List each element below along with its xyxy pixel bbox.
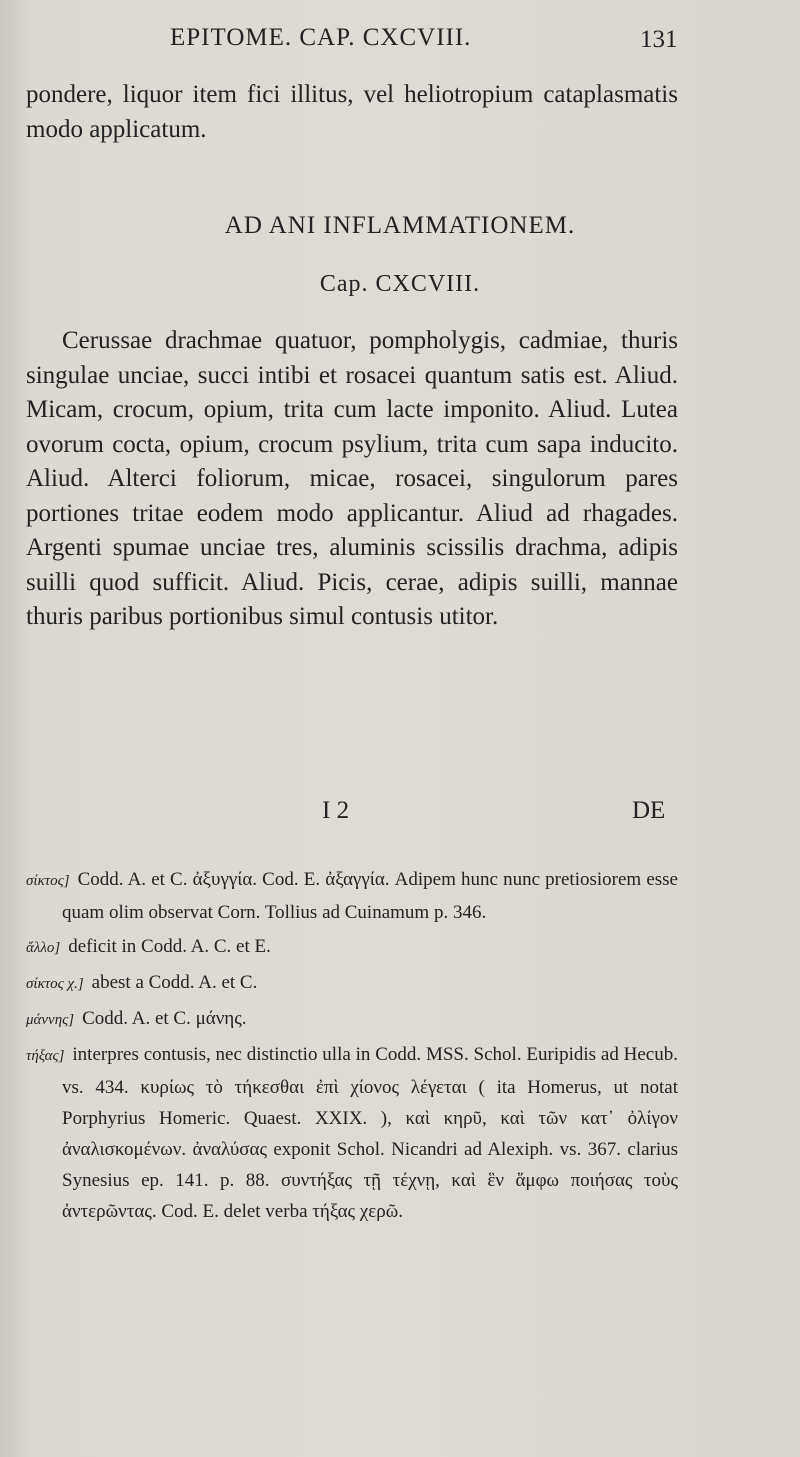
page-number: 131 — [640, 26, 678, 53]
footnote — [26, 967, 678, 1000]
chapter-heading: Cap. CXCVIII. — [319, 271, 481, 297]
section-heading: AD ANI INFLAMMATIONEM. — [224, 212, 576, 239]
footnote — [26, 1039, 678, 1227]
footnote-ref: μάννης] — [26, 1012, 75, 1028]
footnote-text: deficit in Codd. A. C. et E. — [68, 936, 271, 957]
footnote-text: Codd. A. et C. ἀξυγγία. Cod. E. ἀξαγγία. Adipem hunc nunc pretiosiorem esse quam olim observat Corn. Tollius ad Cuinamum p. 346. — [62, 869, 678, 923]
footnote-text: interpres contusis, nec distinctio ulla in Codd. MSS. Schol. Euripidis ad Hecub. vs. 434. κυρίως τὸ τήκεσθαι ἐπὶ χίονος λέγεται ( ita Homerus, ut notat Porphyrius Homeric. Quaest. XXIX. ), καὶ κηρῦ, καὶ τῶν κατ᾽ ὀλίγον ἀναλισκομένων. ἀναλύσας exponit Schol. Nicandri ad Alexiph. vs. 367. clarius Synesius ep. 141. p. 88. συντήξας τῇ τέχνῃ, καὶ ἓν ἅμφω ποιήσας τοὺς ἀντερῶντας. Cod. E. delet verba τήξας χερῶ. — [62, 1044, 678, 1222]
footnote-text: Codd. A. et C. μάνης. — [82, 1008, 247, 1029]
footnotes — [26, 864, 678, 1230]
footnote — [26, 931, 678, 964]
main-paragraph: Cerussae drachmae quatuor, pompholygis, cadmiae, thuris singulae unciae, succi intibi et rosacei quantum satis est. Aliud. Micam, crocum, opium, trita cum lacte imponito. Aliud. Lutea ovorum cocta, opium, crocum psylium, trita cum sapa inducito. Aliud. Alterci foliorum, micae, rosacei, singulorum pares portiones tritae eodem modo applicantur. Aliud ad rhagades. Argenti spumae unciae tres, aluminis scissilis drachma, adipis suilli quod sufficit. Aliud. Picis, cerae, adipis suilli, mannae thuris paribus portionibus simul contusis utitor. — [26, 327, 678, 630]
footnote — [26, 1003, 678, 1036]
signature-mark: I 2 — [322, 797, 350, 824]
footnote-ref: σίκτος χ.] — [26, 976, 84, 992]
footnote-text: abest a Codd. A. et C. — [91, 972, 258, 993]
footnote-ref: τήξας] — [26, 1048, 65, 1064]
footnote-ref: σίκτος] — [26, 873, 70, 889]
intro-paragraph: pondere, liquor item fici illitus, vel heliotropium cataplasmatis modo applicatum. — [26, 81, 678, 143]
running-head — [0, 24, 800, 64]
footnote-ref: ἄλλο] — [26, 940, 61, 956]
catchword: DE — [632, 797, 666, 824]
footnote — [26, 864, 678, 928]
running-title: EPITOME. CAP. CXCVIII. — [170, 24, 472, 51]
